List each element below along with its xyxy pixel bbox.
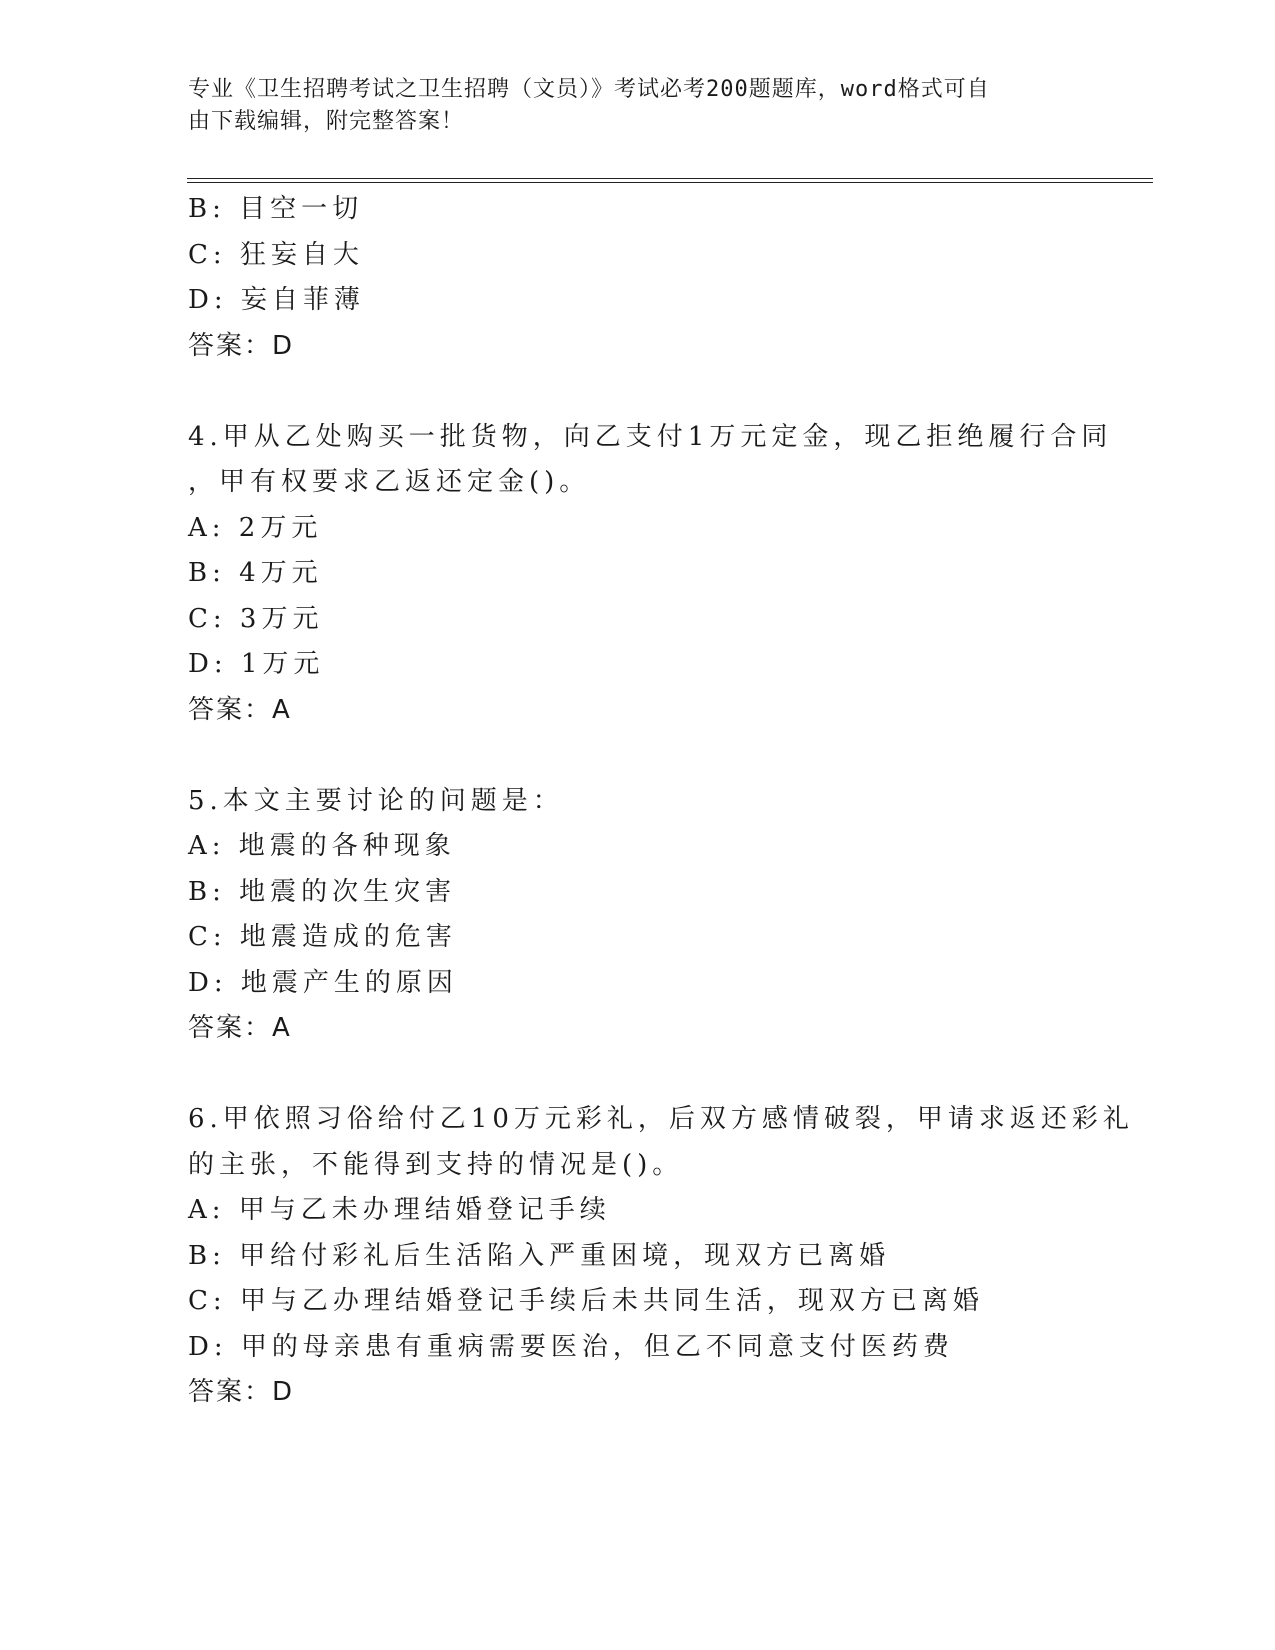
question-6 [188, 1097, 1134, 1416]
option-c: C: 狂妄自大 [188, 239, 364, 270]
header-line-1: 专业《卫生招聘考试之卫生招聘（文员）》考试必考200题题库，word格式可自 [188, 77, 990, 102]
question-list [188, 187, 1134, 1416]
answer: 答案：D [188, 1377, 295, 1407]
question-stem-line-1: 4.甲从乙处购买一批货物，向乙支付1万元定金，现乙拒绝履行合同 [188, 421, 1113, 452]
question-4 [188, 415, 1113, 734]
option-b: B: 目空一切 [188, 194, 364, 224]
question-5 [188, 779, 1088, 1052]
option-b: B: 4万元 [188, 558, 323, 588]
option-c: C: 3万元 [188, 603, 324, 634]
question-stem-line-1: 5.本文主要讨论的问题是： [188, 785, 564, 816]
option-a: A: 地震的各种现象 [188, 831, 456, 861]
option-b: B: 甲给付彩礼后生活陷入严重困境，现双方已离婚 [188, 1240, 891, 1271]
spacer [188, 1052, 1088, 1098]
header-divider-top [187, 178, 1153, 179]
spacer [188, 369, 1088, 415]
question-stem-line-2: ，甲有权要求乙返还定金()。 [188, 467, 591, 497]
answer: 答案：A [188, 694, 292, 725]
option-d: D: 地震产生的原因 [188, 967, 458, 998]
option-d: D: 1万元 [188, 649, 325, 679]
question-3-fragment [188, 187, 1088, 369]
answer: 答案：D [188, 330, 295, 361]
header-line-2: 由下载编辑，附完整答案！ [188, 109, 465, 134]
option-c: C: 地震造成的危害 [188, 922, 457, 952]
answer: 答案：A [188, 1013, 292, 1043]
spacer [188, 733, 1088, 779]
header-divider-bottom [187, 182, 1153, 183]
option-d: D: 甲的母亲患有重病需要医治，但乙不同意支付医药费 [188, 1331, 954, 1362]
option-b: B: 地震的次生灾害 [188, 876, 457, 907]
option-a: A: 甲与乙未办理结婚登记手续 [188, 1195, 611, 1225]
document-header [188, 74, 1088, 138]
option-c: C: 甲与乙办理结婚登记手续后未共同生活，现双方已离婚 [188, 1286, 984, 1316]
question-stem-line-1: 6.甲依照习俗给付乙10万元彩礼，后双方感情破裂，甲请求返还彩礼 [188, 1104, 1134, 1134]
option-d: D: 妄自菲薄 [188, 285, 365, 315]
question-stem-line-2: 的主张，不能得到支持的情况是()。 [188, 1149, 684, 1180]
option-a: A: 2万元 [188, 512, 323, 543]
